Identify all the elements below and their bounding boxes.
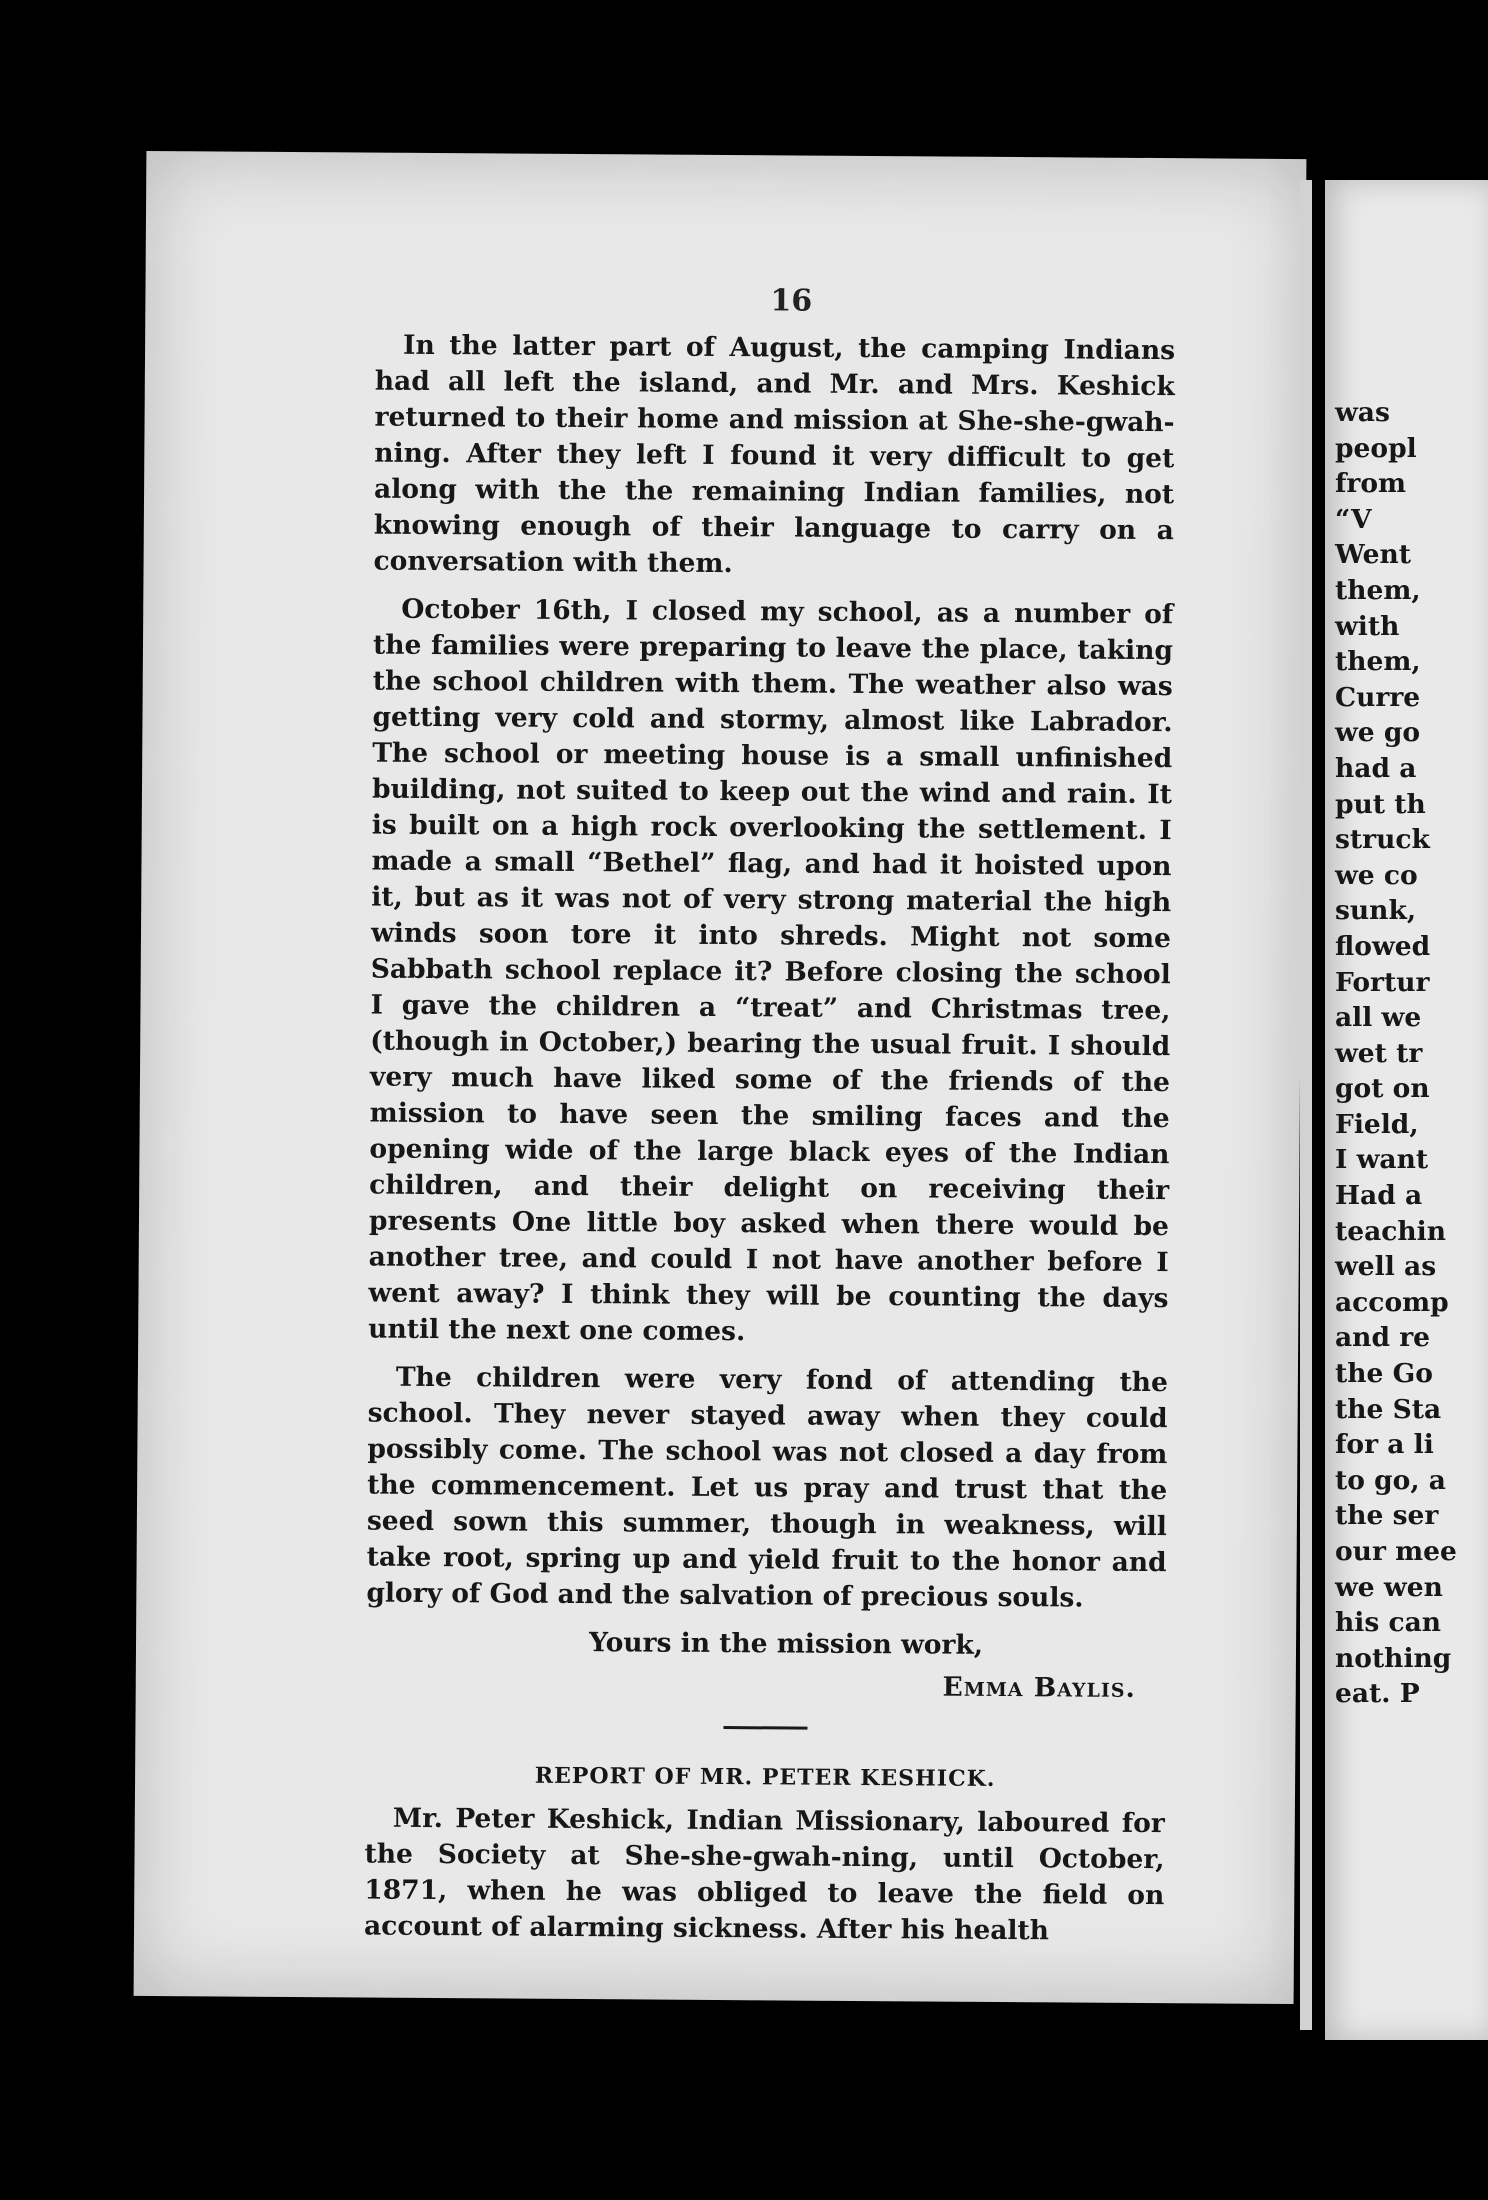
paragraph-october: October 16th, I closed my school, as a number of the families were preparing to leave the place, taking the school children with them. The weather also was getting very cold and stormy, almost like Labrador. The school or meeting house is a small unfinished building, not suited to keep out the wind and rain. It is built on a high rock overlooking the settlement. I made a small “Bethel” flag, and had it hoisted upon it, but as it was not of very strong material the high winds soon tore it into shreds. Might not some Sabbath school replace it? Before closing the school I gave the children a “treat” and Christmas tree, (though in October,) bearing the usual fruit. I should very much have liked some of the friends of the mission to have seen the smiling faces and the opening wide of the large black eyes of the Indian children, and their delight on receiving their presents One little boy asked when there would be another tree, and could I not have another before I went away? I think they will be counting the days until the next one comes. [368, 593, 1174, 1348]
facing-line: the Go [1335, 1358, 1433, 1390]
paragraph-report: Mr. Peter Keshick, Indian Missionary, laboured for the Society at She-she-gwah-ning, until October, 1871, when he was obliged to leave the field on account of alarming sickness. After his health [363, 1802, 1165, 1947]
facing-line: we go [1335, 717, 1421, 749]
section-heading: REPORT OF MR. PETER KESHICK. [534, 1762, 996, 1792]
facing-line: Fortur [1335, 966, 1430, 998]
facing-line: I want [1335, 1144, 1429, 1176]
facing-line: them, [1335, 574, 1421, 606]
facing-line: eat. P [1335, 1678, 1420, 1710]
facing-line: Had a [1335, 1180, 1423, 1212]
facing-line: Field, [1335, 1108, 1419, 1140]
facing-line: his can [1335, 1607, 1442, 1639]
section-divider [723, 1726, 807, 1730]
facing-line: “V [1335, 503, 1372, 535]
facing-line: put th [1335, 788, 1426, 820]
paragraph-august: In the latter part of August, the camping Indians had all left the island, and Mr. and Mrs. Keshick returned to their home and mission at She-she-gwah-ning. After they left I found it very difficult to get along with the the remaining Indian families, not knowing enough of their language to carry on a conversation with them. [373, 329, 1176, 580]
facing-line: was [1335, 397, 1390, 428]
facing-line: Curre [1335, 681, 1421, 713]
facing-line: nothing [1335, 1642, 1452, 1674]
facing-line: with [1335, 610, 1400, 642]
facing-line: sunk, [1335, 895, 1417, 927]
page-body [364, 328, 1175, 1963]
facing-line: got on [1335, 1073, 1430, 1105]
facing-line: them, [1335, 646, 1421, 678]
facing-line: teachin [1335, 1215, 1447, 1247]
facing-line: struck [1335, 824, 1430, 856]
facing-line: and re [1335, 1322, 1431, 1354]
book-gutter [1300, 180, 1312, 2030]
facing-line: the Sta [1335, 1393, 1442, 1425]
book-page [134, 151, 1307, 2004]
facing-line: we wen [1335, 1571, 1443, 1603]
facing-line: from [1335, 468, 1407, 500]
facing-line: the ser [1335, 1500, 1439, 1532]
facing-page-text [1335, 395, 1488, 1712]
facing-line: all we [1335, 1002, 1422, 1034]
facing-line: flowed [1335, 930, 1431, 962]
facing-line: Went [1335, 539, 1411, 571]
facing-page [1325, 180, 1488, 2040]
facing-line: accomp [1335, 1286, 1449, 1318]
facing-line: peopl [1335, 432, 1417, 464]
page-number: 16 [770, 283, 813, 319]
facing-line: our mee [1335, 1536, 1457, 1567]
paragraph-children: The children were very fond of attending the school. They never stayed away when they could possibly come. The school was not closed a day from the commencement. Let us pray and trust that the seed sown this summer, though in weakness, will take root, spring up and yield fruit to the honor and glory of God and the salvation of precious souls. [366, 1361, 1168, 1614]
facing-line: we co [1335, 859, 1418, 891]
signature: Emma Baylis. [942, 1671, 1136, 1704]
facing-line: to go, a [1335, 1464, 1446, 1496]
facing-line: wet tr [1335, 1037, 1423, 1069]
facing-line: well as [1335, 1251, 1437, 1283]
facing-line: for a li [1335, 1429, 1434, 1461]
facing-line: had a [1335, 752, 1417, 784]
letter-closing: Yours in the mission work, [588, 1627, 984, 1661]
